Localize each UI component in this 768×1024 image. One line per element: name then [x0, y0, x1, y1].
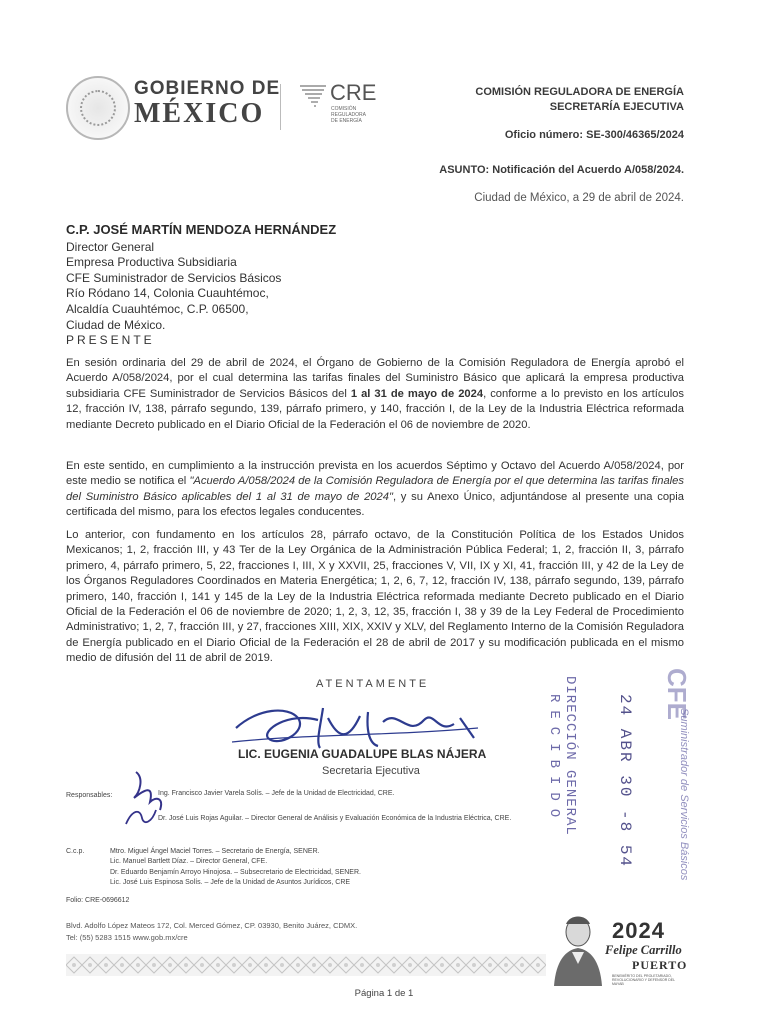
felipe-carrillo-name: Felipe Carrillo [605, 943, 682, 957]
ccp-list [110, 847, 361, 889]
p1-bold-dates: 1 al 31 de mayo de 2024 [350, 387, 484, 400]
p1-text-b: , conforme a lo previsto en los artículos 12, fracción IV, 138, párrafo segundo, 139, párrafo primero, y 140, fracción I, de la Ley de la Industria Eléctrica reformada mediante Decreto publicado en el Diario Oficial de la Federación el 06 de noviembre de 2020. [66, 387, 684, 431]
paragraph-2 [66, 459, 684, 521]
received-stamp-date: 24 ABR 30 -8 54 [616, 694, 634, 869]
addressee-line: CFE Suministrador de Servicios Básicos [66, 270, 282, 285]
responsable-item: Dr. José Luis Rojas Aguilar. – Director General de Análisis y Evaluación Económica de la Industria Eléctrica, CRE. [158, 815, 512, 822]
paragraph-3: Lo anterior, con fundamento en los artículos 28, párrafo octavo, de la Constitución Política de los Estados Unidos Mexicanos; 1, 2, fracción III, y 43 Ter de la Ley Orgánica de la Administración Pública Federal; 1, 2, fracción II, 3, párrafo primero, 4, párrafo primero, 5, 22, fracciones I, III, X y XXVII, 25, fracciones V, VII, IX y XI, 41, fracción III, y 42 de la Ley de los Órganos Reguladores Coordinados en Materia Energética; 1, 2, 6, 7, 12, fracción IV, 138, párrafo segundo, 139, párrafo primero, 140, fracción I, 141 y 145 de la Ley de la Industria Eléctrica reformada mediante Decreto publicado en el Diario Oficial de la Federación el 06 de noviembre de 2020; 1, 2, 3, 12, 35, fracción I, 38 y 39 de la Ley Federal de Procedimiento Administrativo; 1, 2, 7, fracción III, y 27, fracciones XIII, XIX, XXIV y XLV, del Reglamento Interno de la Comisión Reguladora de Energía publicado en el Diario Oficial de la Federación el 28 de abril de 2017 y su modificación publicada en el mismo medio de difusión del 11 de abril de 2019. [66, 529, 684, 665]
cfe-stamp-subtitle: Suministrador de Servicios Básicos [678, 708, 690, 881]
year-logo: 2024 [612, 918, 665, 943]
received-stamp-recibido: RECIBIDO [546, 694, 562, 826]
folio: Folio: CRE-0696612 [66, 897, 130, 904]
responsable-item: Ing. Francisco Javier Varela Solís. – Jefe de la Unidad de Electricidad, CRE. [158, 790, 395, 797]
document-date: Ciudad de México, a 29 de abril de 2024. [474, 192, 684, 204]
cre-subtitle: COMISIÓN REGULADORA DE ENERGÍA [331, 106, 366, 124]
cre-name: CRE [330, 80, 377, 105]
national-seal-logo [66, 76, 130, 140]
ccp-label: C.c.p. [66, 848, 85, 855]
p2-text-b: , y su Anexo Único, adjuntándose al presente una copia certificada del mismo, para los efectos legales conducentes. [66, 490, 684, 519]
addressee-line: Río Ródano 14, Colonia Cuauhtémoc, [66, 286, 269, 301]
addressee-block [66, 222, 336, 349]
puerto-name: PUERTO [632, 958, 688, 972]
ccp-item: Lic. José Luis Espinosa Solís. – Jefe de la Unidad de Asuntos Jurídicos, CRE [110, 879, 351, 887]
gobierno-line2: MÉXICO [134, 98, 265, 129]
oficio-number: Oficio número: SE-300/46365/2024 [504, 129, 684, 141]
signer-name: LIC. EUGENIA GUADALUPE BLAS NÁJERA [238, 747, 487, 761]
p2-italic-title: "Acuerdo A/058/2024 de la Comisión Reguladora de Energía por el que determina las tarifas finales del Suministro Básico aplicables del 1 al 31 de mayo de 2024" [66, 475, 684, 503]
addressee-line: Alcaldía Cuauhtémoc, C.P. 06500, [66, 301, 249, 316]
ccp-item: Lic. Manuel Bartlett Díaz. – Director General, CFE. [110, 858, 268, 866]
cfe-stamp-logo: CFE [662, 668, 692, 720]
received-stamp-direccion: DIRECCIÓN GENERAL [562, 676, 578, 836]
footer-contact: Tel: (55) 5283 1515 www.gob.mx/cre [66, 933, 188, 942]
org-name: COMISIÓN REGULADORA DE ENERGÍA [475, 86, 684, 98]
paragraph-1 [66, 356, 684, 433]
p2-text-a: En este sentido, en cumplimiento a la instrucción prevista en los acuerdos Séptimo y Octavo del Acuerdo A/058/2024, por este medio se notifica el [66, 460, 684, 488]
addressee-name: C.P. JOSÉ MARTÍN MENDOZA HERNÁNDEZ [66, 222, 337, 237]
addressee-line: Director General [66, 239, 155, 254]
addressee-line: Ciudad de México. [66, 317, 166, 332]
page-number: Página 1 de 1 [354, 988, 414, 999]
p1-text-a: En sesión ordinaria del 29 de abril de 2024, el Órgano de Gobierno de la Comisión Reguladora de Energía aprobó el Acuerdo A/058/2024, por el cual determina las tarifas finales del Suministro Básico que aplicará la empresa productiva subsidiaria CFE Suministrador de Servicios Básicos del [66, 357, 684, 400]
asunto: ASUNTO: Notificación del Acuerdo A/058/2024. [439, 164, 684, 176]
gobierno-line1: GOBIERNO DE [134, 78, 281, 99]
addressee-line: Empresa Productiva Subsidiaria [66, 255, 237, 270]
ccp-item: Dr. Eduardo Benjamín Arroyo Hinojosa. – Subsecretario de Electricidad, SENER. [110, 868, 361, 876]
cre-logo-icon [298, 84, 328, 108]
office-name: SECRETARÍA EJECUTIVA [549, 101, 684, 113]
decorative-pattern-bar [66, 954, 546, 976]
portrait-illustration [552, 912, 604, 986]
commemorative-tagline: BENEMÉRITO DEL PROLETARIADO, REVOLUCIONARIO Y DEFENSOR DEL MAYAB [612, 974, 675, 987]
footer-address: Blvd. Adolfo López Mateos 172, Col. Merced Gómez, CP. 03930, Benito Juárez, CDMX. [66, 921, 358, 930]
header-divider [280, 84, 281, 130]
ccp-item: Mtro. Miguel Ángel Maciel Torres. – Secretario de Energía, SENER. [110, 848, 320, 855]
signer-role: Secretaria Ejecutiva [322, 765, 420, 777]
presente: PRESENTE [66, 333, 155, 348]
responsables-label: Responsables: [66, 792, 113, 799]
initials-signature [122, 804, 158, 830]
atentamente: ATENTAMENTE [316, 678, 430, 690]
